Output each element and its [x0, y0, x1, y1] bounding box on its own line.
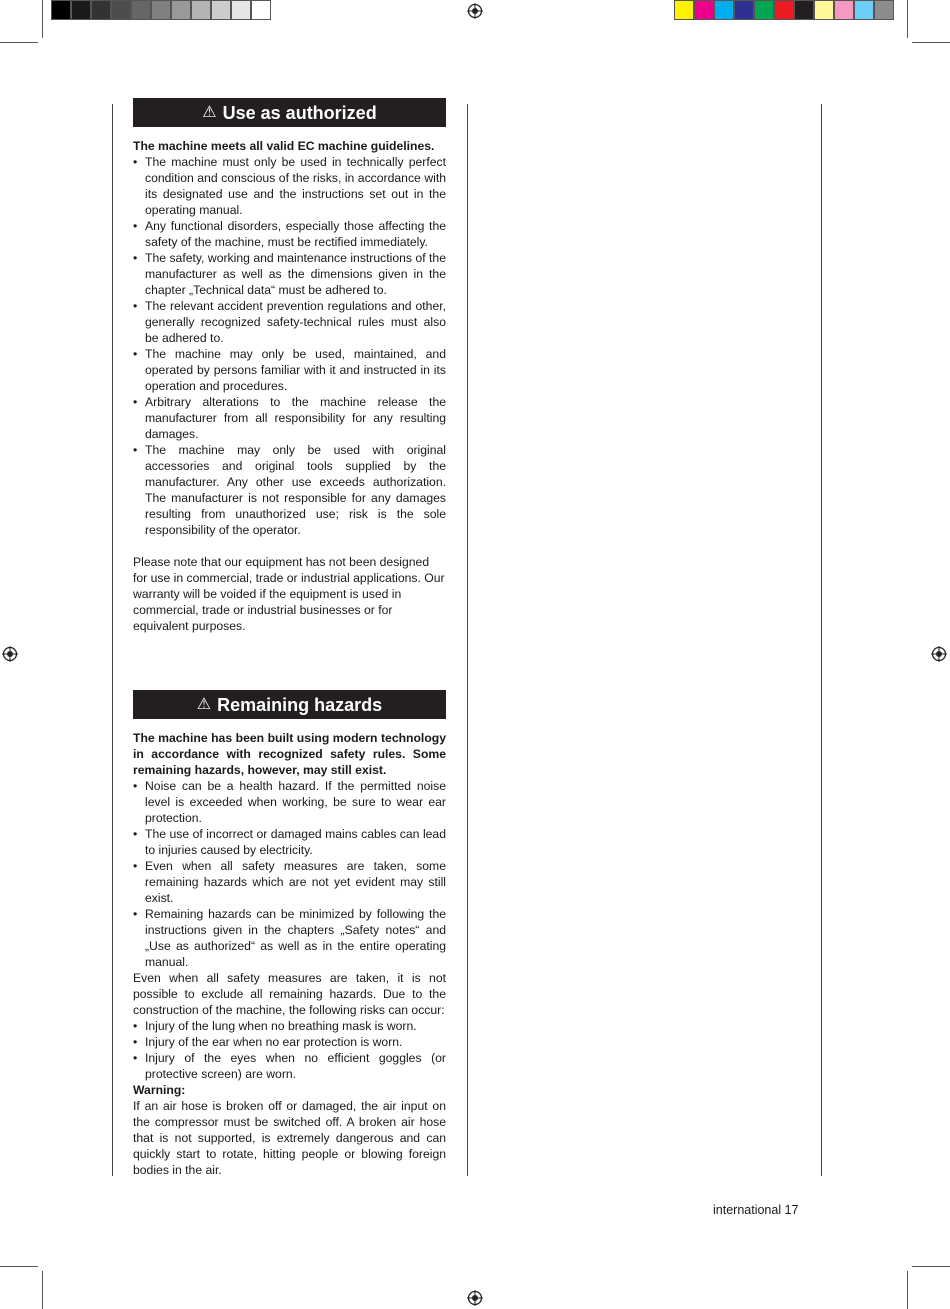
- color-swatch: [694, 0, 714, 20]
- warning-triangle-icon: ⚠: [202, 103, 217, 121]
- column-rule-middle: [467, 104, 468, 1176]
- section-heading: [133, 690, 446, 719]
- section-remaining-hazards: [133, 690, 446, 1178]
- list-item-text: Noise can be a health hazard. If the permitted noise level is exceeded when working, be sure to wear ear protection.: [145, 779, 446, 825]
- list-item: [133, 442, 446, 538]
- color-swatch: [734, 0, 754, 20]
- list-item-text: Even when all safety measures are taken, some remaining hazards which are not yet evident may still exist.: [145, 859, 446, 905]
- list-item-text: Remaining hazards can be minimized by following the instructions given in the chapters „Safety notes“ and „Use as authorized“ as well as in the entire operating manual.: [145, 907, 446, 969]
- color-swatch: [674, 0, 694, 20]
- registration-mark-icon: [2, 646, 18, 662]
- list-item-text: The machine may only be used, maintained, and operated by persons familiar with it and instructed in its operation and procedures.: [145, 347, 446, 393]
- warning-label: Warning:: [133, 1083, 186, 1097]
- list-item: [133, 154, 446, 218]
- column-rule-left: [112, 104, 113, 1176]
- bullet-icon: •: [133, 859, 138, 873]
- color-swatch: [714, 0, 734, 20]
- page-footer: [713, 1203, 799, 1217]
- crop-mark: [907, 0, 908, 38]
- bullet-icon: •: [133, 347, 138, 361]
- crop-mark: [912, 1266, 950, 1267]
- risk-list: [133, 1018, 446, 1082]
- section-title: Use as authorized: [222, 102, 377, 123]
- color-swatch: [874, 0, 894, 20]
- crop-mark: [912, 42, 950, 43]
- bullet-icon: •: [133, 827, 138, 841]
- list-item: [133, 346, 446, 394]
- list-item-text: Injury of the eyes when no efficient goggles (or protective screen) are worn.: [145, 1051, 446, 1081]
- page-number: 17: [784, 1203, 799, 1217]
- warning-triangle-icon: ⚠: [196, 695, 212, 713]
- list-item: [133, 250, 446, 298]
- bullet-icon: •: [133, 1035, 138, 1049]
- color-swatch: [171, 0, 191, 20]
- warning-text: If an air hose is broken off or damaged, the air input on the compressor must be switched off. A broken air hose that is not supported, is extremely dangerous and can quickly start to rotate, hitting people or blowing foreign bodies in the air.: [133, 1099, 446, 1177]
- bullet-list: [133, 778, 446, 970]
- list-item: [133, 1050, 446, 1082]
- bullet-icon: •: [133, 907, 138, 921]
- list-item: [133, 1018, 446, 1034]
- list-item: [133, 858, 446, 906]
- color-swatch: [814, 0, 834, 20]
- color-swatch: [91, 0, 111, 20]
- registration-mark-icon: [467, 1290, 483, 1306]
- bullet-icon: •: [133, 395, 138, 409]
- bullet-list: [133, 154, 446, 538]
- registration-mark-icon: [931, 646, 947, 662]
- crop-mark: [42, 1271, 43, 1309]
- column-rule-right: [821, 104, 822, 1176]
- list-item: [133, 906, 446, 970]
- color-swatch: [131, 0, 151, 20]
- color-swatch: [71, 0, 91, 20]
- list-item-text: Any functional disorders, especially those affecting the safety of the machine, must be rectified immediately.: [145, 219, 446, 249]
- color-swatch: [211, 0, 231, 20]
- list-item-text: The safety, working and maintenance instructions of the manufacturer as well as the dimensions given in the chapter „Technical data“ must be adhered to.: [145, 251, 446, 297]
- color-swatch: [151, 0, 171, 20]
- section-intro: The machine meets all valid EC machine guidelines.: [133, 139, 435, 153]
- bullet-icon: •: [133, 1051, 138, 1065]
- color-swatch: [834, 0, 854, 20]
- risk-paragraph: Even when all safety measures are taken, it is not possible to exclude all remaining hazards. Due to the construction of the machine, the following risks can occur:: [133, 971, 446, 1017]
- color-swatch: [754, 0, 774, 20]
- list-item-text: Injury of the lung when no breathing mask is worn.: [145, 1019, 417, 1033]
- color-swatch: [191, 0, 211, 20]
- bullet-icon: •: [133, 443, 138, 457]
- crop-mark: [0, 42, 38, 43]
- section-use-as-authorized: [133, 98, 446, 634]
- list-item-text: The machine may only be used with original accessories and original tools supplied by the manufacturer. Any other use exceeds authorization. The manufacturer is not responsible for any damages resulting from unauthorized use; risk is the sole responsibility of the operator.: [145, 443, 446, 537]
- color-swatch: [251, 0, 271, 20]
- list-item: [133, 298, 446, 346]
- crop-mark: [0, 1266, 38, 1267]
- list-item-text: The use of incorrect or damaged mains cables can lead to injuries caused by electricity.: [145, 827, 446, 857]
- color-swatch: [231, 0, 251, 20]
- registration-mark-icon: [467, 3, 483, 19]
- color-swatch: [111, 0, 131, 20]
- list-item-text: The machine must only be used in technically perfect condition and conscious of the risks, in accordance with its designated use and the instructions set out in the operating manual.: [145, 155, 446, 217]
- color-swatch: [854, 0, 874, 20]
- color-swatch: [794, 0, 814, 20]
- list-item-text: Injury of the ear when no ear protection is worn.: [145, 1035, 403, 1049]
- list-item: [133, 778, 446, 826]
- color-swatch: [51, 0, 71, 20]
- crop-mark: [907, 1271, 908, 1309]
- color-swatch: [774, 0, 794, 20]
- footer-text: international: [713, 1203, 782, 1217]
- bullet-icon: •: [133, 251, 138, 265]
- section-title: Remaining hazards: [217, 694, 383, 715]
- grayscale-color-bar: [51, 0, 271, 20]
- list-item: [133, 218, 446, 250]
- commercial-use-note: Please note that our equipment has not been designed for use in commercial, trade or industrial applications. Our warranty will be voided if the equipment is used in commercial, trade or industrial businesses or for equivalent purposes.: [133, 555, 445, 633]
- section-intro: The machine has been built using modern technology in accordance with recognized safety rules. Some remaining hazards, however, may still exist.: [133, 731, 446, 777]
- process-color-bar: [674, 0, 894, 20]
- list-item-text: The relevant accident prevention regulations and other, generally recognized safety-technical rules must also be adhered to.: [145, 299, 446, 345]
- bullet-icon: •: [133, 779, 138, 793]
- list-item: [133, 826, 446, 858]
- bullet-icon: •: [133, 299, 138, 313]
- bullet-icon: •: [133, 219, 138, 233]
- crop-mark: [42, 0, 43, 38]
- bullet-icon: •: [133, 155, 138, 169]
- list-item-text: Arbitrary alterations to the machine release the manufacturer from all responsibility for any resulting damages.: [145, 395, 446, 441]
- section-heading: [133, 98, 446, 127]
- bullet-icon: •: [133, 1019, 138, 1033]
- list-item: [133, 394, 446, 442]
- list-item: [133, 1034, 446, 1050]
